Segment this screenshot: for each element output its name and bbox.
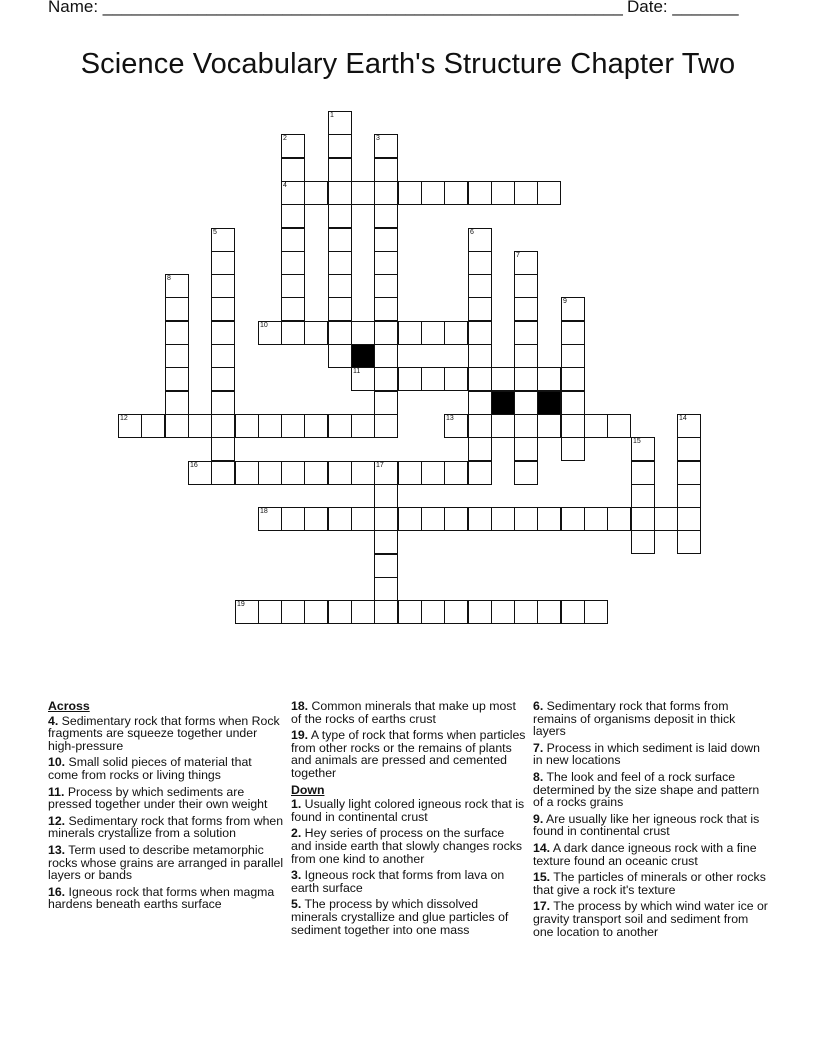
crossword-cell[interactable]: [258, 507, 282, 531]
clue-number: 2: [283, 135, 287, 142]
clue-number: 13: [446, 415, 454, 422]
crossword-cell[interactable]: [514, 437, 538, 461]
crossword-cell[interactable]: [468, 344, 492, 368]
clue-item-number: 10.: [48, 755, 66, 770]
name-field-label: Name: _______________________________________________________: [48, 0, 623, 16]
crossword-cell[interactable]: [468, 274, 492, 298]
clues-column-2: [291, 700, 527, 940]
clues-column-3: [533, 700, 769, 942]
clue-item-number: 4.: [48, 713, 59, 728]
crossword-cell[interactable]: [328, 251, 352, 275]
clue-item-number: 9.: [533, 811, 544, 826]
crossword-cell[interactable]: [444, 181, 468, 205]
crossword-cell[interactable]: [374, 554, 398, 578]
clue-item-number: 19.: [291, 728, 309, 743]
crossword-cell[interactable]: [374, 600, 398, 624]
crossword-cell[interactable]: [328, 600, 352, 624]
clues-column-1: [48, 700, 284, 915]
crossword-cell[interactable]: [188, 414, 212, 438]
clue-item-text: Small solid pieces of material that come from rocks or living things: [48, 755, 252, 782]
clue-item-text: Sedimentary rock that forms from remains of organisms deposit in thick layers: [533, 699, 736, 739]
clue-item-number: 17.: [533, 899, 551, 914]
crossword-cell[interactable]: [304, 461, 328, 485]
crossword-cell[interactable]: [607, 507, 631, 531]
crossword-cell[interactable]: [468, 181, 492, 205]
crossword-cell[interactable]: [421, 600, 445, 624]
crossword-cell[interactable]: [328, 158, 352, 182]
clue-item-text: The particles of minerals or other rocks that give a rock it's texture: [533, 870, 766, 897]
clue-item-text: The process by which dissolved minerals crystallize and glue particles of sediment together into one mass: [291, 897, 509, 937]
crossword-cell[interactable]: [374, 204, 398, 228]
clue-item: [291, 869, 527, 894]
crossword-cell[interactable]: [258, 461, 282, 485]
crossword-cell[interactable]: [514, 297, 538, 321]
clue-item-number: 8.: [533, 769, 544, 784]
crossword-cell[interactable]: [328, 204, 352, 228]
crossword-cell[interactable]: [258, 321, 282, 345]
crossword-cell[interactable]: [537, 181, 561, 205]
crossword-cell[interactable]: [351, 414, 375, 438]
crossword-cell[interactable]: [281, 158, 305, 182]
clue-item: [291, 898, 527, 936]
crossword-cell[interactable]: [374, 228, 398, 252]
clue-item: [533, 700, 769, 738]
crossword-cell[interactable]: [677, 437, 701, 461]
black-square: [537, 391, 561, 415]
crossword-cell[interactable]: [211, 297, 235, 321]
clue-item-number: 18.: [291, 699, 309, 713]
clue-item-number: 11.: [48, 784, 65, 799]
crossword-cell[interactable]: [561, 297, 585, 321]
down-clue-list-continued: [533, 700, 769, 938]
crossword-cell[interactable]: [351, 321, 375, 345]
crossword-cell[interactable]: [328, 111, 352, 135]
crossword-cell[interactable]: [188, 461, 212, 485]
clue-number: 10: [260, 322, 268, 329]
crossword-cell[interactable]: [374, 577, 398, 601]
clue-item: [48, 844, 284, 882]
crossword-cell[interactable]: [561, 391, 585, 415]
crossword-cell[interactable]: [514, 251, 538, 275]
crossword-cell[interactable]: [328, 181, 352, 205]
crossword-cell[interactable]: [468, 414, 492, 438]
clue-item-text: Common minerals that make up most of the rocks of earths crust: [291, 699, 516, 726]
crossword-cell[interactable]: [514, 507, 538, 531]
crossword-cell[interactable]: [398, 321, 422, 345]
crossword-cell[interactable]: [281, 274, 305, 298]
clue-item: [533, 771, 769, 809]
clue-item-text: Sedimentary rock that forms from when minerals crystallize from a solution: [48, 813, 284, 841]
crossword-cell[interactable]: [514, 274, 538, 298]
clue-number: 9: [563, 298, 567, 305]
crossword-cell[interactable]: [561, 414, 585, 438]
crossword-cell[interactable]: [304, 181, 328, 205]
crossword-cell[interactable]: [631, 507, 655, 531]
across-clue-list-continued: [291, 700, 527, 780]
crossword-cell[interactable]: [374, 367, 398, 391]
crossword-cell[interactable]: [235, 461, 259, 485]
clue-item: [291, 729, 527, 779]
crossword-cell[interactable]: [328, 134, 352, 158]
clue-item-text: A type of rock that forms when particles from other rocks or the remains of plants and animals are pressed and cemented together: [291, 728, 526, 780]
clue-item-number: 13.: [48, 842, 66, 857]
clue-item-number: 3.: [291, 868, 302, 883]
crossword-cell[interactable]: [607, 414, 631, 438]
clue-item-text: A dark dance igneous rock with a fine texture found an oceanic crust: [533, 840, 757, 868]
crossword-cell[interactable]: [281, 134, 305, 158]
crossword-cell[interactable]: [584, 414, 608, 438]
crossword-cell[interactable]: [328, 274, 352, 298]
clue-item: [291, 700, 527, 725]
crossword-cell[interactable]: [235, 414, 259, 438]
crossword-cell[interactable]: [514, 344, 538, 368]
crossword-cell[interactable]: [281, 204, 305, 228]
down-clue-list: [291, 798, 527, 936]
crossword-cell[interactable]: [491, 181, 515, 205]
crossword-cell[interactable]: [165, 344, 189, 368]
crossword-cell[interactable]: [328, 297, 352, 321]
crossword-cell[interactable]: [491, 600, 515, 624]
crossword-cell[interactable]: [444, 367, 468, 391]
crossword-cell[interactable]: [398, 461, 422, 485]
black-square: [491, 391, 515, 415]
crossword-cell[interactable]: [374, 251, 398, 275]
clue-item-text: The look and feel of a rock surface determined by the size shape and pattern of a rocks grains: [533, 769, 760, 810]
clue-item: [48, 756, 284, 781]
clue-number: 16: [190, 462, 198, 469]
clue-number: 4: [283, 182, 287, 189]
clue-item: [533, 871, 769, 896]
crossword-cell[interactable]: [514, 181, 538, 205]
crossword-cell[interactable]: [211, 228, 235, 252]
crossword-cell[interactable]: [491, 507, 515, 531]
crossword-cell[interactable]: [561, 367, 585, 391]
crossword-cell[interactable]: [654, 507, 678, 531]
clue-item: [48, 815, 284, 840]
crossword-cell[interactable]: [468, 228, 492, 252]
clue-item-number: 5.: [291, 897, 302, 912]
clue-item-number: 16.: [48, 884, 66, 899]
crossword-cell[interactable]: [211, 391, 235, 415]
crossword-cell[interactable]: [677, 530, 701, 554]
clue-number: 17: [376, 462, 384, 469]
crossword-cell[interactable]: [561, 437, 585, 461]
down-heading: Down: [291, 782, 325, 797]
crossword-cell[interactable]: [304, 321, 328, 345]
clue-item-text: The process by which wind water ice or gravity transport soil and sediment from one location to another: [533, 899, 768, 939]
clue-number: 11: [353, 368, 361, 375]
crossword-cell[interactable]: [165, 367, 189, 391]
clue-item: [291, 827, 527, 865]
clue-number: 3: [376, 135, 380, 142]
clue-number: 8: [167, 275, 171, 282]
crossword-cell[interactable]: [468, 251, 492, 275]
crossword-cell[interactable]: [631, 437, 655, 461]
crossword-cell[interactable]: [211, 367, 235, 391]
crossword-cell[interactable]: [211, 344, 235, 368]
crossword-cell[interactable]: [444, 461, 468, 485]
crossword-cell[interactable]: [468, 391, 492, 415]
crossword-cell[interactable]: [328, 344, 352, 368]
clue-item-number: 7.: [533, 740, 544, 755]
crossword-cell[interactable]: [677, 507, 701, 531]
crossword-cell[interactable]: [328, 321, 352, 345]
clue-number: 6: [470, 229, 474, 236]
crossword-cell[interactable]: [514, 391, 538, 415]
crossword-cell[interactable]: [374, 321, 398, 345]
crossword-cell[interactable]: [281, 414, 305, 438]
crossword-cell[interactable]: [374, 530, 398, 554]
crossword-cell[interactable]: [374, 158, 398, 182]
crossword-cell[interactable]: [398, 600, 422, 624]
clue-number: 15: [633, 438, 641, 445]
crossword-cell[interactable]: [374, 461, 398, 485]
crossword-cell[interactable]: [118, 414, 142, 438]
crossword-cell[interactable]: [398, 507, 422, 531]
clue-item-text: Usually light colored igneous rock that is found in continental crust: [291, 797, 525, 824]
crossword-cell[interactable]: [514, 321, 538, 345]
crossword-cell[interactable]: [631, 461, 655, 485]
crossword-cell[interactable]: [584, 507, 608, 531]
clue-item-text: Process in which sediment is laid down in new locations: [533, 740, 760, 768]
crossword-cell[interactable]: [258, 414, 282, 438]
crossword-cell[interactable]: [328, 507, 352, 531]
crossword-cell[interactable]: [468, 600, 492, 624]
crossword-cell[interactable]: [211, 321, 235, 345]
crossword-cell[interactable]: [165, 274, 189, 298]
crossword-cell[interactable]: [514, 600, 538, 624]
clue-item-text: Sedimentary rock that forms when Rock fragments are squeeze together under high-pressure: [48, 713, 280, 753]
crossword-cell[interactable]: [211, 414, 235, 438]
crossword-cell[interactable]: [281, 181, 305, 205]
crossword-cell[interactable]: [444, 507, 468, 531]
crossword-cell[interactable]: [514, 414, 538, 438]
crossword-cell[interactable]: [351, 461, 375, 485]
crossword-cell[interactable]: [491, 414, 515, 438]
across-clue-list: [48, 715, 284, 911]
crossword-cell[interactable]: [281, 507, 305, 531]
crossword-cell[interactable]: [281, 228, 305, 252]
crossword-cell[interactable]: [281, 251, 305, 275]
clue-item-text: Igneous rock that forms when magma hardens beneath earths surface: [48, 884, 275, 912]
crossword-cell[interactable]: [468, 297, 492, 321]
crossword-cell[interactable]: [421, 181, 445, 205]
clue-item-text: Term used to describe metamorphic rocks whose grains are arranged in parallel layers or bands: [48, 842, 284, 883]
clue-item-text: Hey series of process on the surface and inside earth that slowly changes rocks from one kind to another: [291, 826, 523, 866]
crossword-cell[interactable]: [351, 600, 375, 624]
crossword-cell[interactable]: [468, 507, 492, 531]
crossword-cell[interactable]: [374, 414, 398, 438]
crossword-cell[interactable]: [537, 367, 561, 391]
crossword-cell[interactable]: [468, 367, 492, 391]
crossword-cell[interactable]: [421, 507, 445, 531]
clue-item-text: Igneous rock that forms from lava on earth surface: [291, 868, 505, 895]
crossword-cell[interactable]: [561, 321, 585, 345]
crossword-cell[interactable]: [468, 321, 492, 345]
clue-item: [533, 742, 769, 767]
crossword-cell[interactable]: [304, 507, 328, 531]
crossword-cell[interactable]: [421, 321, 445, 345]
clue-number: 12: [120, 415, 128, 422]
crossword-cell[interactable]: [677, 461, 701, 485]
crossword-cell[interactable]: [351, 181, 375, 205]
clue-item-number: 1.: [291, 797, 302, 812]
crossword-cell[interactable]: [165, 414, 189, 438]
crossword-cell[interactable]: [141, 414, 165, 438]
date-field-label: Date: _______: [627, 0, 739, 16]
crossword-cell[interactable]: [491, 367, 515, 391]
crossword-cell[interactable]: [514, 461, 538, 485]
crossword-cell[interactable]: [235, 600, 259, 624]
crossword-cell[interactable]: [258, 600, 282, 624]
crossword-cell[interactable]: [444, 321, 468, 345]
clue-number: 14: [679, 415, 687, 422]
crossword-cell[interactable]: [374, 391, 398, 415]
clue-item-text: Are usually like her igneous rock that is found in continental crust: [533, 811, 760, 839]
clue-number: 1: [330, 112, 334, 119]
crossword-cell[interactable]: [631, 484, 655, 508]
crossword-cell[interactable]: [351, 367, 375, 391]
crossword-cell[interactable]: [398, 181, 422, 205]
clue-item: [533, 813, 769, 838]
clue-item-number: 12.: [48, 813, 66, 828]
clue-item-number: 6.: [533, 699, 544, 713]
crossword-cell[interactable]: [421, 367, 445, 391]
crossword-cell[interactable]: [561, 600, 585, 624]
crossword-cell[interactable]: [211, 251, 235, 275]
crossword-cell[interactable]: [281, 461, 305, 485]
crossword-cell[interactable]: [328, 414, 352, 438]
crossword-cell[interactable]: [537, 600, 561, 624]
crossword-cell[interactable]: [537, 507, 561, 531]
crossword-cell[interactable]: [165, 321, 189, 345]
crossword-cell[interactable]: [514, 367, 538, 391]
across-heading: Across: [48, 699, 90, 713]
clue-item: [48, 886, 284, 911]
crossword-cell[interactable]: [374, 507, 398, 531]
crossword-cell[interactable]: [328, 461, 352, 485]
crossword-cell[interactable]: [468, 461, 492, 485]
crossword-cell[interactable]: [398, 367, 422, 391]
crossword-cell[interactable]: [281, 297, 305, 321]
crossword-cell[interactable]: [444, 414, 468, 438]
clue-item: [533, 842, 769, 867]
clue-item-number: 15.: [533, 870, 551, 885]
crossword-cell[interactable]: [211, 461, 235, 485]
crossword-cell[interactable]: [677, 414, 701, 438]
crossword-cell[interactable]: [374, 134, 398, 158]
clue-item: [291, 798, 527, 823]
clue-number: 5: [213, 229, 217, 236]
crossword-cell[interactable]: [677, 484, 701, 508]
crossword-cell[interactable]: [374, 274, 398, 298]
clue-number: 19: [237, 601, 245, 608]
crossword-cell[interactable]: [561, 344, 585, 368]
crossword-cell[interactable]: [584, 600, 608, 624]
clue-number: 7: [516, 252, 520, 259]
crossword-cell[interactable]: [631, 530, 655, 554]
crossword-cell[interactable]: [328, 228, 352, 252]
clue-item: [48, 715, 284, 753]
crossword-cell[interactable]: [444, 600, 468, 624]
clue-number: 18: [260, 508, 268, 515]
clue-item-number: 14.: [533, 840, 551, 855]
clue-item-text: Process by which sediments are pressed together under their own weight: [48, 784, 268, 812]
crossword-cell[interactable]: [537, 414, 561, 438]
crossword-cell[interactable]: [304, 600, 328, 624]
crossword-cell[interactable]: [351, 507, 375, 531]
crossword-cell[interactable]: [281, 321, 305, 345]
crossword-cell[interactable]: [211, 437, 235, 461]
crossword-cell[interactable]: [211, 274, 235, 298]
crossword-cell[interactable]: [304, 414, 328, 438]
clue-item-number: 2.: [291, 826, 302, 841]
clue-item: [48, 786, 284, 811]
crossword-cell[interactable]: [374, 484, 398, 508]
crossword-cell[interactable]: [281, 600, 305, 624]
crossword-cell[interactable]: [421, 461, 445, 485]
crossword-cell[interactable]: [374, 297, 398, 321]
crossword-cell[interactable]: [468, 437, 492, 461]
black-square: [351, 344, 375, 368]
crossword-cell[interactable]: [374, 344, 398, 368]
crossword-cell[interactable]: [165, 391, 189, 415]
page-title: Science Vocabulary Earth's Structure Chapter Two: [80, 48, 736, 80]
crossword-cell[interactable]: [561, 507, 585, 531]
crossword-cell[interactable]: [374, 181, 398, 205]
crossword-cell[interactable]: [165, 297, 189, 321]
clue-item: [533, 900, 769, 938]
